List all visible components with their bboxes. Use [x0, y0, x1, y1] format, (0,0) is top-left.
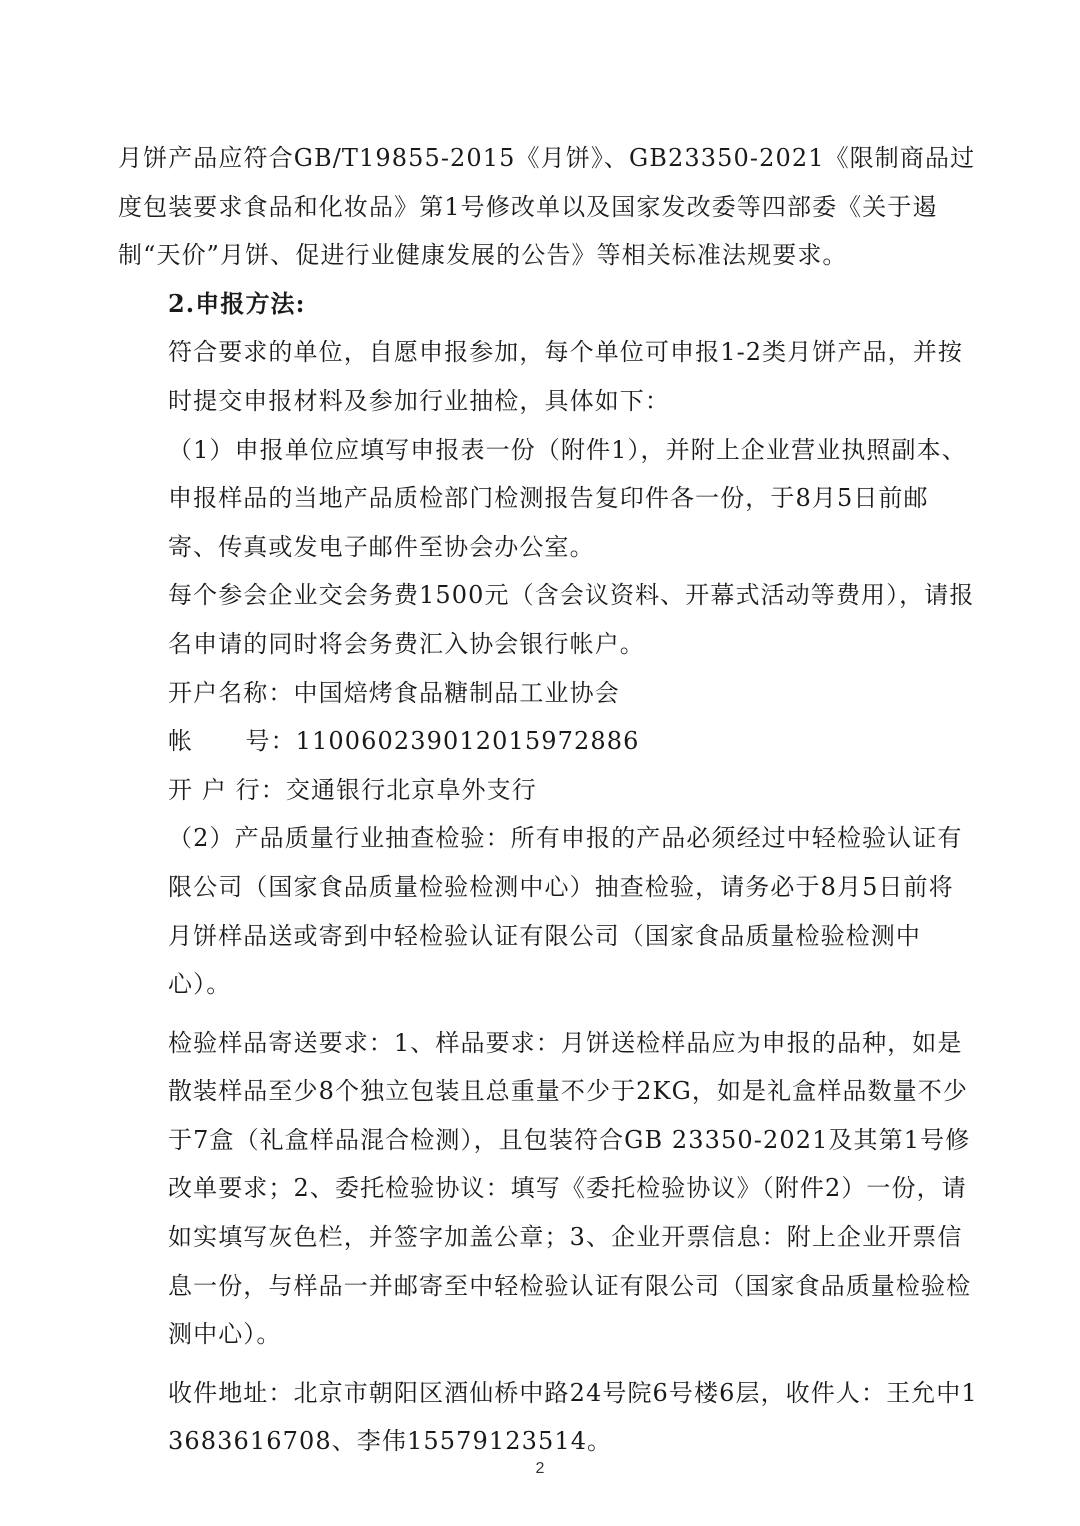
account-number-line: 帐 号：110060239012015972886	[168, 727, 640, 756]
inspection-paragraph: （2）产品质量行业抽查检验：所有申报的产品必须经过中轻检验认证有限公司（国家食品质量检验检测中心）抽查检验，请务必于8月5日前将月饼样品送或寄到中轻检验认证有限公司（国家食品质量检验检测中心）。	[168, 824, 963, 999]
standards-paragraph: 月饼产品应符合GB/T19855-2015《月饼》、GB23350-2021《限制商品过度包装要求食品和化妆品》第1号修改单以及国家发改委等四部委《关于遏制“天价”月饼、促进行业健康发展的公告》等相关标准法规要求。	[118, 144, 976, 270]
fee-paragraph: 每个参会企业交会务费1500元（含会议资料、开幕式活动等费用），请报名申请的同时将会务费汇入协会银行帐户。	[168, 581, 975, 658]
spacer	[118, 1359, 978, 1369]
eligibility-paragraph: 符合要求的单位，自愿申报参加，每个单位可申报1-2类月饼产品，并按时提交申报材料及参加行业抽检，具体如下：	[168, 338, 963, 415]
page-number: 2	[535, 1460, 545, 1477]
recipient-address-paragraph: 收件地址：北京市朝阳区酒仙桥中路24号院6号楼6层，收件人：王允中13683616708、李伟15579123514。	[168, 1378, 978, 1456]
account-name-line: 开户名称：中国焙烤食品糖制品工业协会	[168, 678, 620, 707]
section-heading-application-method: 2.申报方法:	[168, 288, 306, 318]
sample-requirements-paragraph: 检验样品寄送要求：1、样品要求：月饼送检样品应为申报的品种，如是散装样品至少8个独立包装且总重量不少于2KG，如是礼盒样品数量不少于7盒（礼盒样品混合检测），且包装符合GB 23350-2021及其第1号修改单要求；2、委托检验协议：填写《委托检验协议》（附件2）一份，请如实填写灰色栏，并签字加盖公章；3、企业开票信息：附上企业开票信息一份，与样品一并邮寄至中轻检验认证有限公司（国家食品质量检验检测中心）。	[168, 1028, 972, 1349]
document-body	[118, 134, 978, 1466]
bank-line: 开 户 行：交通银行北京阜外支行	[168, 775, 537, 804]
application-form-paragraph: （1）申报单位应填写申报表一份（附件1），并附上企业营业执照副本、申报样品的当地产品质检部门检测报告复印件各一份，于8月5日前邮寄、传真或发电子邮件至协会办公室。	[168, 435, 967, 561]
spacer	[118, 1009, 978, 1019]
